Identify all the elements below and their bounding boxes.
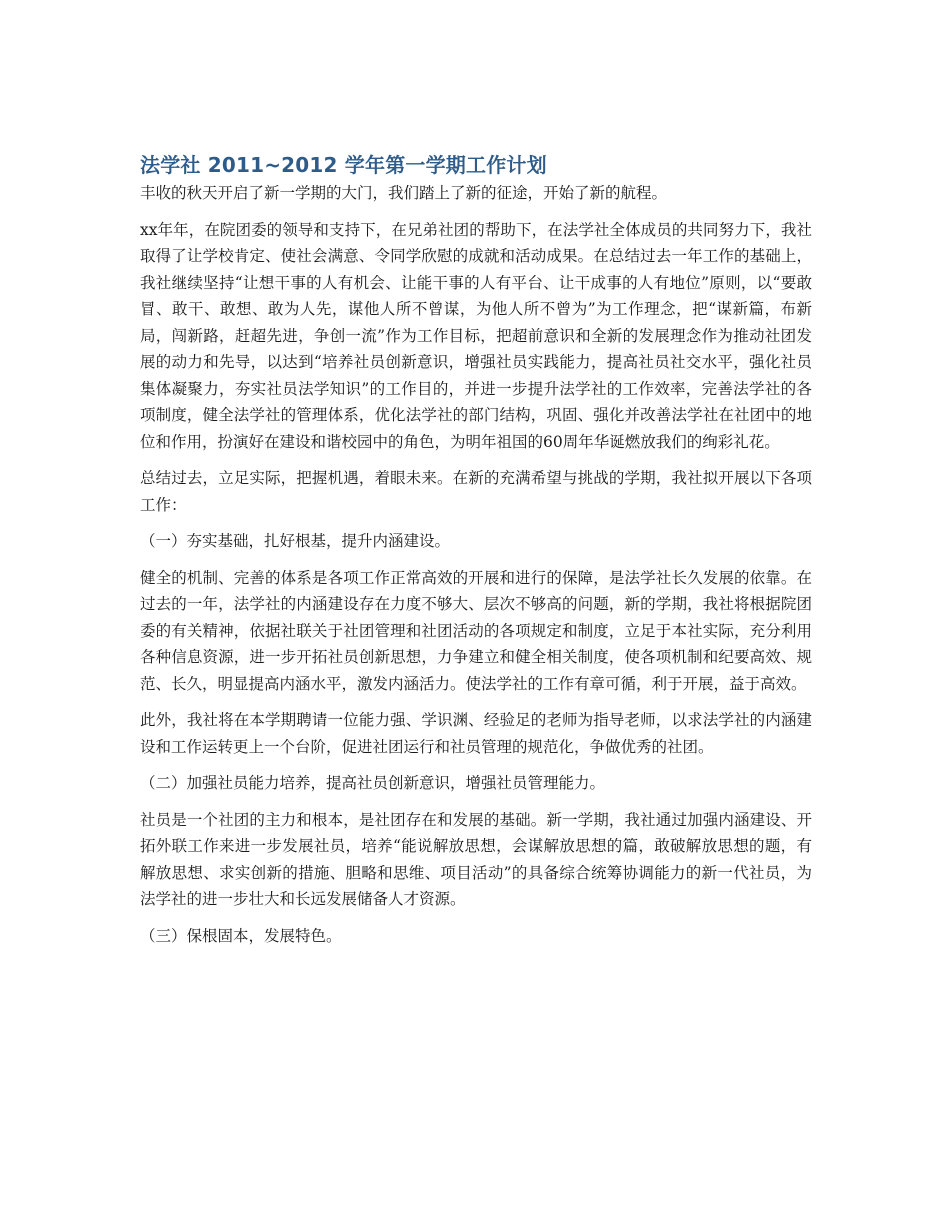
paragraph-intro: 丰收的秋天开启了新一学期的大门，我们踏上了新的征途，开始了新的航程。 bbox=[140, 184, 668, 202]
paragraph-mechanism: 健全的机制、完善的体系是各项工作正常高效的开展和进行的保障，是法学社长久发展的依靠。在过去的一年，法学社的内涵建设存在力度不够大、层次不够高的问题，新的学期，我社将根据院团委的有关精神，依据社联关于社团管理和社团活动的各项规定和制度，立足于本社实际，充分利用各种信息资源，进一步开拓社员创新思想，力争建立和健全相关制度，使各项机制和纪要高效、规范、长久，明显提高内涵水平，激发内涵活力。使法学社的工作有章可循，利于开展，益于高效。 bbox=[140, 568, 812, 693]
section-heading-1: （一）夯实基础，扎好根基，提升内涵建设。 bbox=[140, 532, 451, 550]
paragraph-review: xx年年，在院团委的领导和支持下，在兄弟社团的帮助下，在法学社全体成员的共同努力下，我社取得了让学校肯定、使社会满意、令同学欣慰的成就和活动成果。在总结过去一年工作的基础上，我社继续坚持“让想干事的人有机会、让能干事的人有平台、让干成事的人有地位”原则，以“要敢冒、敢干、敢想、敢为人先，谋他人所不曾谋，为他人所不曾为”为工作理念，把“谋新篇，布新局，闯新路，赶超先进，争创一流”作为工作目标，把超前意识和全新的发展理念作为推动社团发展的动力和先导，以达到“培养社员创新意识，增强社员实践能力，提高社员社交水平，强化社员集体凝聚力，夯实社员法学知识”的工作目的，并进一步提升法学社的工作效率，完善法学社的各项制度，健全法学社的管理体系，优化法学社的部门结构，巩固、强化并改善法学社在社团中的地位和作用，扮演好在建设和谐校园中的角色，为明年祖国的60周年华诞燃放我们的绚彩礼花。 bbox=[140, 220, 812, 451]
section-heading-3: （三）保根固本，发展特色。 bbox=[140, 926, 342, 945]
paragraph-summary: 总结过去，立足实际，把握机遇，着眼未来。在新的充满希望与挑战的学期，我社拟开展以下各项工作： bbox=[140, 469, 812, 514]
document-title: 法学社 2011~2012 学年第一学期工作计划 bbox=[140, 153, 547, 177]
document-page bbox=[140, 150, 812, 959]
section-heading-2: （二）加强社员能力培养，提高社员创新意识，增强社员管理能力。 bbox=[140, 774, 606, 792]
paragraph-advisor: 此外，我社将在本学期聘请一位能力强、学识渊、经验足的老师为指导老师，以求法学社的内涵建设和工作运转更上一个台阶，促进社团运行和社员管理的规范化，争做优秀的社团。 bbox=[140, 711, 812, 756]
paragraph-members: 社员是一个社团的主力和根本，是社团存在和发展的基础。新一学期，我社通过加强内涵建设、开拓外联工作来进一步发展社员，培养“能说解放思想，会谋解放思想的篇，敢破解放思想的题，有解放思想、求实创新的措施、胆略和思维、项目活动”的具备综合统筹协调能力的新一代社员，为法学社的进一步壮大和长远发展储备人才资源。 bbox=[140, 810, 812, 908]
